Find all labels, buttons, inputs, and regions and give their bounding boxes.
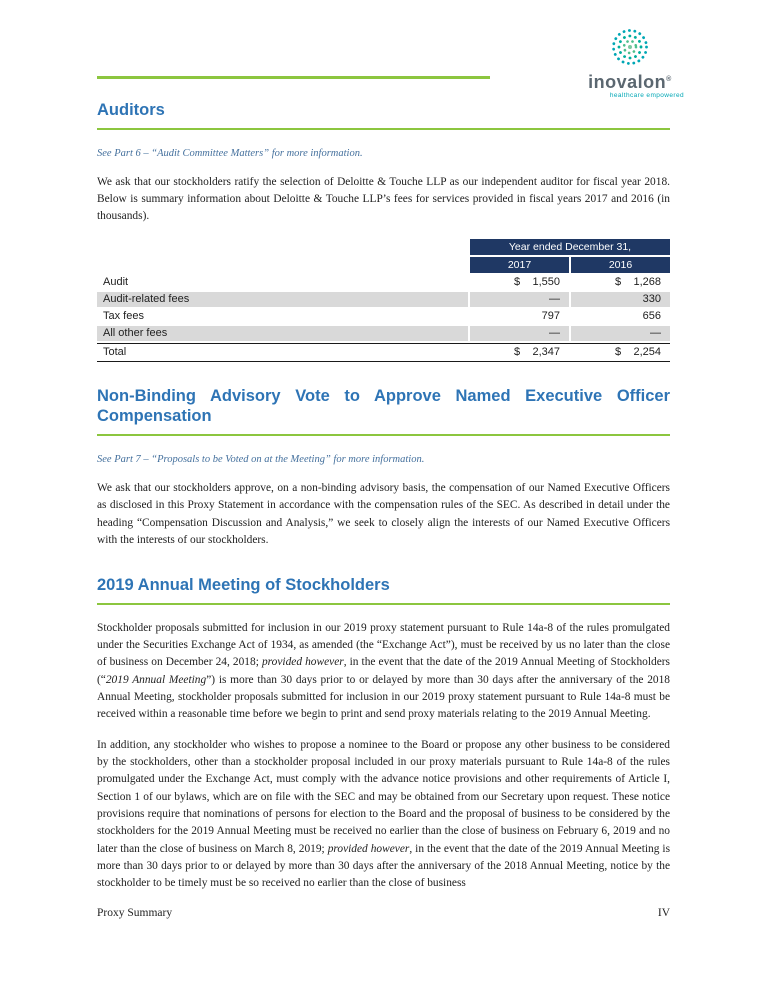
advisory-vote-heading-rule — [97, 434, 670, 436]
row-value-2017 — [470, 292, 569, 307]
currency-symbol: $ — [514, 276, 521, 289]
row-value-2017 — [470, 309, 569, 324]
amount: 656 — [642, 310, 661, 323]
annual-meeting-paragraph-2 — [97, 737, 670, 893]
inovalon-logo — [574, 26, 686, 99]
amount: 1,550 — [532, 276, 560, 289]
logo-reg-mark: ® — [666, 76, 672, 83]
row-value-2016 — [571, 309, 670, 324]
row-value-2017 — [470, 345, 569, 360]
annual-meeting-paragraph-1 — [97, 620, 670, 724]
annual-meeting-heading-rule — [97, 603, 670, 605]
footer-page-number: IV — [657, 907, 670, 919]
amount: — — [549, 327, 560, 340]
section-auditors — [97, 100, 670, 362]
logo-brand-text: inovalon — [588, 72, 667, 92]
fees-table-year-header-row — [97, 239, 670, 255]
currency-symbol: $ — [615, 346, 622, 359]
page-content — [97, 100, 670, 893]
paragraph-run-italic: 2019 Annual Meeting — [105, 673, 207, 686]
row-label: All other fees — [97, 326, 468, 341]
footer-section-label: Proxy Summary — [97, 907, 173, 919]
advisory-vote-cross-reference-note: See Part 7 – “Proposals to be Voted on at the Meeting” for more information. — [97, 453, 425, 465]
row-value-2016 — [571, 345, 670, 360]
fees-table — [97, 239, 670, 362]
amount: 330 — [642, 293, 661, 306]
paragraph-run-italic: provided however — [327, 842, 410, 855]
row-value-2017 — [470, 275, 569, 290]
table-row-tax-fees — [97, 309, 670, 324]
row-label: Audit — [103, 275, 129, 288]
annual-meeting-heading: 2019 Annual Meeting of Stockholders — [97, 576, 390, 595]
fees-table-year-header: Year ended December 31, — [470, 239, 670, 255]
row-label: Total — [103, 345, 127, 358]
table-row-audit-related-fees — [97, 292, 670, 307]
row-label: Audit-related fees — [97, 292, 468, 307]
logo-wordmark — [588, 73, 672, 91]
fees-table-col-2016: 2016 — [571, 257, 670, 273]
amount: 2,254 — [633, 346, 661, 359]
amount: — — [549, 293, 560, 306]
paragraph-run: , in the event that the date of the 2019 Annual Meeting is more than 30 days prior to or delayed by more than 30 days after the anniversary of the 2018 Annual Meeting, notice by the stockholder to be timely must be so received no earlier than the close of business — [97, 842, 671, 890]
fees-table-col-2017: 2017 — [470, 257, 569, 273]
section-advisory-vote — [97, 386, 670, 550]
row-value-2016 — [571, 275, 670, 290]
paragraph-run: In addition, any stockholder who wishes to propose a nominee to the Board or propose any other business to be considered by the stockholders, other than a stockholder proposal included in our proxy materials pursuant to Rule 14a-8 of the rules promulgated under the Exchange Act, must comply with the advance notice provisions and other requirements of Article I, Section 1 of our bylaws, which are on file with the SEC and may be obtained from our Secretary upon request. These notice provisions require that nominations of persons for election to the Board and the proposal of business to be considered by the stockholders for the 2019 Annual Meeting must be received no earlier than the close of business on February 6, 2019 and no later than the close of business on March 8, 2019; — [97, 738, 670, 855]
auditors-heading-rule — [97, 128, 670, 130]
row-value-2016 — [571, 292, 670, 307]
auditors-cross-reference-note: See Part 6 – “Audit Committee Matters” for more information. — [97, 147, 363, 159]
paragraph-run: ”) is more than 30 days prior to or delayed by more than 30 days after the anniversary of the 2018 Annual Meeting, stockholder proposals submitted for inclusion in our 2019 proxy statement pursuant to Rule 14a-8 must be received within a reasonable time before we begin to print and send proxy materials relating to the 2019 Annual Meeting. — [97, 673, 670, 721]
row-value-2017 — [470, 326, 569, 341]
currency-symbol: $ — [615, 276, 622, 289]
fees-table-header-spacer — [97, 257, 468, 272]
advisory-vote-paragraph: We ask that our stockholders approve, on a non-binding advisory basis, the compensation of our Named Executive Officers as disclosed in this Proxy Statement in accordance with the compensation rules of the SEC. As described in detail under the heading “Compensation Discussion and Analysis,” we seek to closely align the interests of our Named Executive Officers with the interests of our stockholders. — [97, 481, 670, 546]
fees-table-column-header-row — [97, 257, 670, 273]
advisory-vote-heading: Non-Binding Advisory Vote to Approve Named Executive Officer Compensation — [97, 386, 670, 426]
paragraph-run: , in the event that the date of the 2019 Annual Meeting of Stockholders (“ — [97, 656, 670, 686]
table-row-all-other-fees — [97, 326, 670, 341]
row-label: Tax fees — [103, 309, 144, 322]
section-annual-meeting — [97, 575, 670, 893]
amount: 797 — [541, 310, 560, 323]
table-row-total — [97, 343, 670, 362]
auditors-paragraph: We ask that our stockholders ratify the selection of Deloitte & Touche LLP as our independent auditor for fiscal year 2018. Below is summary information about Deloitte & Touche LLP’s fees for services provided in fiscal years 2017 and 2016 (in thousands). — [97, 175, 670, 223]
currency-symbol: $ — [514, 346, 521, 359]
paragraph-run: Stockholder proposals submitted for inclusion in our 2019 proxy statement pursuant to Rule 14a-8 of the rules promulgated under the Securities Exchange Act of 1934, as amended (the “Exchange Act”), must be received by us no later than the close of business on December 24, 2018; — [97, 621, 670, 669]
amount: 1,268 — [633, 276, 661, 289]
logo-swirl-icon — [607, 26, 653, 72]
amount: 2,347 — [532, 346, 560, 359]
row-value-2016 — [571, 326, 670, 341]
paragraph-run-italic: provided however — [261, 656, 344, 669]
logo-tagline: healthcare empowered — [609, 92, 684, 99]
page-footer — [97, 907, 670, 919]
table-row-audit — [97, 275, 670, 290]
header-rule — [97, 76, 490, 79]
amount: — — [650, 327, 661, 340]
fees-table-header-spacer — [97, 239, 468, 254]
auditors-heading: Auditors — [97, 101, 165, 119]
